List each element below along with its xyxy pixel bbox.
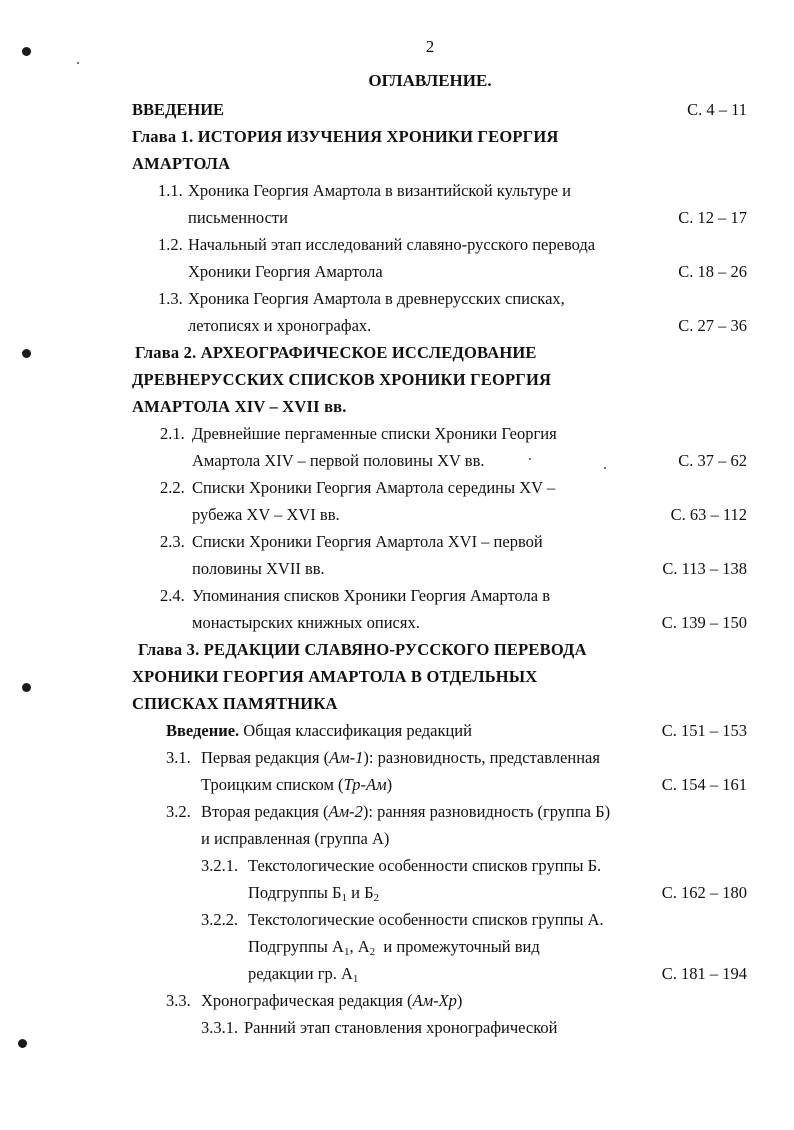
section-title bbox=[201, 801, 610, 823]
section-title bbox=[201, 990, 462, 1012]
section-pages: С. 113 – 138 bbox=[662, 559, 747, 578]
subscript: 1 bbox=[341, 892, 347, 904]
subscript: 1 bbox=[343, 946, 350, 958]
section-title bbox=[248, 936, 540, 958]
subscript: 1 bbox=[352, 973, 359, 985]
text-span: ): ранняя разновидность (группа Б) bbox=[362, 802, 611, 821]
section-number: 3.3. bbox=[166, 991, 191, 1010]
section-title: письменности bbox=[188, 208, 288, 227]
section-pages: С. 181 – 194 bbox=[661, 964, 747, 983]
toc-intro-pages: С. 4 – 11 bbox=[687, 100, 747, 119]
section-title: Хроники Георгия Амартола bbox=[188, 262, 383, 281]
section-number: 1.2. bbox=[158, 235, 183, 254]
section-pages: С. 27 – 36 bbox=[678, 316, 747, 335]
text-span: Хронографическая редакция ( bbox=[201, 991, 413, 1010]
section-title: Хроника Георгия Амартола в византийской культуре и bbox=[188, 181, 572, 200]
section-number: 1.1. bbox=[158, 181, 183, 200]
chapter-1-heading: Глава 1. ИСТОРИЯ ИЗУЧЕНИЯ ХРОНИКИ ГЕОРГИЯ bbox=[132, 127, 559, 146]
page-number: 2 bbox=[425, 37, 435, 56]
chapter-3-heading: СПИСКАХ ПАМЯТНИКА bbox=[132, 694, 338, 713]
scan-speck bbox=[77, 62, 79, 64]
binder-hole-1 bbox=[22, 47, 31, 56]
text-span: ) bbox=[386, 775, 393, 794]
binder-hole-4 bbox=[18, 1039, 27, 1048]
text-span: Подгруппы Б bbox=[248, 883, 342, 902]
intro-text: Общая классификация редакций bbox=[239, 721, 472, 740]
section-number: 3.2. bbox=[166, 802, 191, 821]
section-title: Упоминания списков Хроники Георгия Амартола в bbox=[192, 586, 551, 605]
siglum: Ам-Хр bbox=[412, 991, 457, 1010]
section-title bbox=[248, 882, 379, 904]
section-number: 2.2. bbox=[160, 478, 185, 497]
section-title: Текстологические особенности списков группы А. bbox=[248, 910, 604, 929]
text-span: ) bbox=[456, 991, 463, 1010]
text-span: Вторая редакция ( bbox=[201, 802, 329, 821]
section-title: Хроника Георгия Амартола в древнерусских списках, bbox=[188, 289, 565, 308]
section-title: Древнейшие пергаменные списки Хроники Георгия bbox=[192, 424, 557, 443]
section-title: Ранний этап становления хронографической bbox=[244, 1018, 558, 1037]
text-span: и промежуточный вид bbox=[375, 937, 540, 956]
chapter-3-heading: Глава 3. РЕДАКЦИИ СЛАВЯНО-РУССКОГО ПЕРЕВОДА bbox=[138, 640, 587, 659]
section-title: рубежа XV – XVI вв. bbox=[192, 505, 340, 524]
text-span: редакции гр. А bbox=[248, 964, 353, 983]
section-title: монастырских книжных описях. bbox=[192, 613, 420, 632]
section-title bbox=[248, 963, 358, 985]
section-number: 2.3. bbox=[160, 532, 185, 551]
section-title: и исправленная (группа А) bbox=[201, 829, 390, 848]
text-span: , А bbox=[349, 937, 370, 956]
section-number: 1.3. bbox=[158, 289, 183, 308]
chapter-2-heading: Глава 2. АРХЕОГРАФИЧЕСКОЕ ИССЛЕДОВАНИЕ bbox=[135, 343, 537, 362]
section-pages: С. 162 – 180 bbox=[661, 883, 747, 902]
chapter-3-heading: ХРОНИКИ ГЕОРГИЯ АМАРТОЛА В ОТДЕЛЬНЫХ bbox=[132, 667, 538, 686]
section-number: 2.4. bbox=[160, 586, 185, 605]
section-pages: С. 63 – 112 bbox=[670, 505, 747, 524]
subscript: 2 bbox=[369, 946, 376, 958]
text-span: Троицким списком ( bbox=[201, 775, 344, 794]
toc-intro-label: ВВЕДЕНИЕ bbox=[132, 100, 225, 119]
chapter-3-intro bbox=[166, 720, 472, 742]
scan-speck bbox=[529, 458, 531, 460]
section-pages: С. 139 – 150 bbox=[661, 613, 747, 632]
text-span: Подгруппы А bbox=[248, 937, 344, 956]
section-number: 3.3.1. bbox=[201, 1018, 239, 1037]
subscript: 2 bbox=[373, 892, 380, 904]
section-pages: С. 12 – 17 bbox=[678, 208, 747, 227]
siglum: Ам-2 bbox=[328, 802, 363, 821]
binder-hole-3 bbox=[22, 683, 31, 692]
section-title: половины XVII вв. bbox=[192, 559, 325, 578]
siglum: Тр-Ам bbox=[343, 775, 387, 794]
section-pages: С. 154 – 161 bbox=[661, 775, 747, 794]
section-number: 3.2.1. bbox=[201, 856, 239, 875]
chapter-2-heading: АМАРТОЛА XIV – XVII вв. bbox=[132, 397, 347, 416]
siglum: Ам-1 bbox=[329, 748, 364, 767]
section-title: летописях и хронографах. bbox=[188, 316, 372, 335]
text-span: Первая редакция ( bbox=[201, 748, 330, 767]
section-title: Текстологические особенности списков группы Б. bbox=[248, 856, 602, 875]
section-title: Амартола XIV – первой половины XV вв. bbox=[192, 451, 485, 470]
section-title: Списки Хроники Георгия Амартола XVI – первой bbox=[192, 532, 543, 551]
page-title: ОГЛАВЛЕНИЕ. bbox=[368, 71, 492, 90]
section-title bbox=[201, 774, 392, 796]
chapter-2-heading: ДРЕВНЕРУССКИХ СПИСКОВ ХРОНИКИ ГЕОРГИЯ bbox=[132, 370, 552, 389]
section-pages: С. 18 – 26 bbox=[678, 262, 747, 281]
section-number: 3.1. bbox=[166, 748, 191, 767]
section-number: 3.2.2. bbox=[201, 910, 239, 929]
text-span: и Б bbox=[346, 883, 374, 902]
section-title bbox=[201, 747, 600, 769]
text-span: ): разновидность, представленная bbox=[363, 748, 600, 767]
section-number: 2.1. bbox=[160, 424, 185, 443]
section-title: Начальный этап исследований славяно-русского перевода bbox=[188, 235, 596, 254]
binder-hole-2 bbox=[22, 349, 31, 358]
section-pages: С. 37 – 62 bbox=[678, 451, 747, 470]
scan-speck bbox=[604, 467, 606, 469]
section-pages: С. 151 – 153 bbox=[661, 721, 747, 740]
section-title: Списки Хроники Георгия Амартола середины XV – bbox=[192, 478, 556, 497]
intro-label: Введение. bbox=[166, 721, 240, 740]
chapter-1-heading: АМАРТОЛА bbox=[132, 154, 231, 173]
